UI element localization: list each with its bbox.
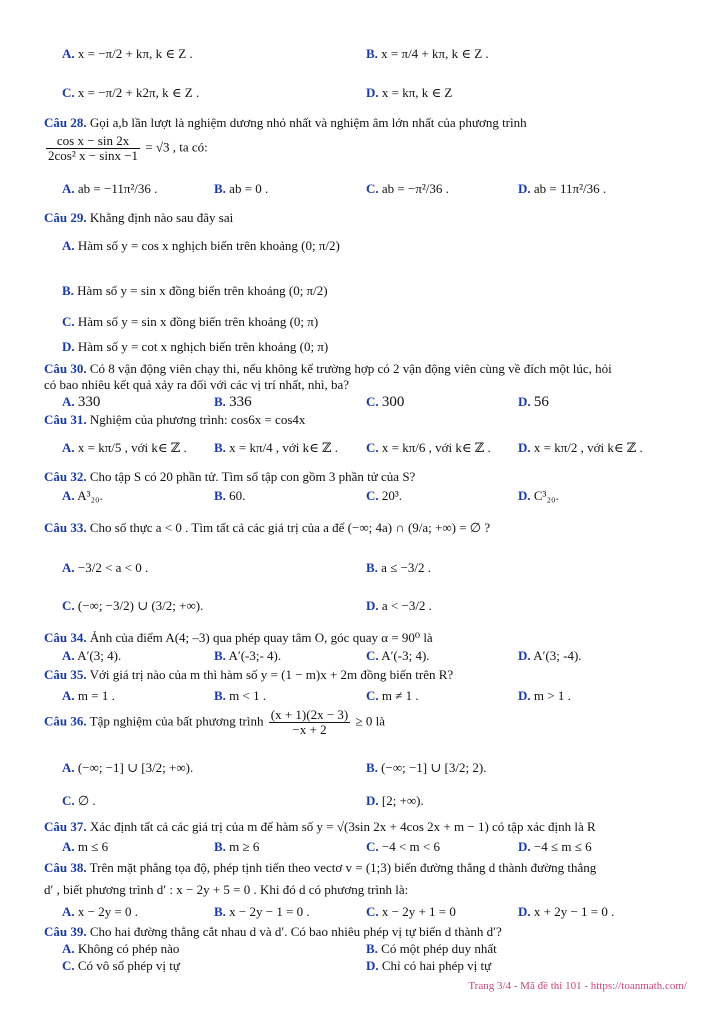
q27-option-c: C. x = −π/2 + k2π, k ∈ Z . (62, 85, 200, 100)
q29-option-d: D. Hàm số y = cot x nghịch biến trên khoảng (0; π) (62, 339, 329, 354)
q35-option-b: B. m < 1 . (214, 688, 267, 703)
q39-option-c: C. Có vô số phép vị tự (62, 958, 180, 973)
q38-option-a: A. x − 2y = 0 . (62, 904, 139, 919)
q32-option-d: D. C³₂₀. (518, 488, 559, 503)
q33-option-d: D. a < −3/2 . (366, 598, 432, 613)
q33-stem: Câu 33. Cho số thực a < 0 . Tìm tất cả các giá trị của a để (−∞; 4a) ∩ (9/a; +∞) = ∅ ? (44, 520, 491, 535)
q32-option-a: A. A³₂₀. (62, 488, 103, 503)
q37-option-b: B. m ≥ 6 (214, 839, 260, 854)
q30-stem-line1: Câu 30. Có 8 vận động viên chạy thi, nếu không kể trường hợp có 2 vận động viên cùng về đích một lúc, hỏi (44, 361, 612, 376)
q28-option-d: D. ab = 11π²/36 . (518, 181, 607, 196)
q28-stem: Câu 28. Gọi a,b lần lượt là nghiệm dương nhỏ nhất và nghiệm âm lớn nhất của phương trình (44, 115, 527, 130)
q34-option-c: C. A′(-3; 4). (366, 648, 430, 663)
q27-option-d: D. x = kπ, k ∈ Z (366, 85, 453, 100)
q27-option-b: B. x = π/4 + kπ, k ∈ Z . (366, 46, 489, 61)
q38-option-b: B. x − 2y − 1 = 0 . (214, 904, 310, 919)
q29-option-b: B. Hàm số y = sin x đồng biến trên khoảng (0; π/2) (62, 283, 328, 298)
q38-option-d: D. x + 2y − 1 = 0 . (518, 904, 615, 919)
q39-option-b: B. Có một phép duy nhất (366, 941, 497, 956)
q38-stem-line2: d′ , biết phương trình d′ : x − 2y + 5 = 0 . Khi đó d có phương trình là: (44, 882, 409, 897)
q34-stem: Câu 34. Ảnh của điểm A(4; –3) qua phép quay tâm O, góc quay α = 90⁰ là (44, 630, 433, 645)
q36-stem: Câu 36. Tập nghiệm của bất phương trình $\frac{(x + 1)(2x - 3)}{-x + 2}$ ≥ 0 là (44, 707, 386, 737)
q36-option-a: A. (−∞; −1] ∪ [3/2; +∞). (62, 760, 194, 775)
q37-option-a: A. m ≤ 6 (62, 839, 109, 854)
q35-option-d: D. m > 1 . (518, 688, 571, 703)
q29-option-c: C. Hàm số y = sin x đồng biến trên khoảng (0; π) (62, 314, 319, 329)
q37-stem: Câu 37. Xác định tất cả các giá trị của m để hàm số y = √(3sin 2x + 4cos 2x + m − 1) có tập xác định là R (44, 819, 596, 834)
q28-option-a: A. ab = −11π²/36 . (62, 181, 158, 196)
q35-stem: Câu 35. Với giá trị nào của m thì hàm số y = (1 − m)x + 2m đồng biến trên R? (44, 667, 454, 682)
q31-option-d: D. x = kπ/2 , với k∈ ℤ . (518, 440, 643, 455)
q36-option-b: B. (−∞; −1] ∪ [3/2; 2). (366, 760, 487, 775)
q37-option-d: D. −4 ≤ m ≤ 6 (518, 839, 592, 854)
q39-option-d: D. Chỉ có hai phép vị tự (366, 958, 492, 973)
q30-option-a: A. 330 (62, 394, 101, 410)
q28-option-b: B. ab = 0 . (214, 181, 269, 196)
q30-option-b: B. 336 (214, 394, 252, 410)
q29-stem: Câu 29. Khẳng định nào sau đây sai (44, 210, 234, 225)
q28-equation: $\frac{\text{cos x − sin 2x}}{\text{2cos² x − sinx −1}}$ = √3 , ta có: (48, 133, 208, 163)
q35-option-a: A. m = 1 . (62, 688, 115, 703)
q30-option-d: D. 56 (518, 394, 549, 410)
q33-option-b: B. a ≤ −3/2 . (366, 560, 432, 575)
q39-stem: Câu 39. Cho hai đường thẳng cắt nhau d và d′. Có bao nhiêu phép vị tự biến d thành d′? (44, 924, 502, 939)
q34-option-a: A. A′(3; 4). (62, 648, 122, 663)
q36-option-d: D. [2; +∞). (366, 793, 424, 808)
q31-stem: Câu 31. Nghiệm của phương trình: cos6x = cos4x (44, 412, 306, 427)
q27-option-a: A. x = −π/2 + kπ, k ∈ Z . (62, 46, 193, 61)
q34-option-b: B. A′(-3;- 4). (214, 648, 282, 663)
q35-option-c: C. m ≠ 1 . (366, 688, 419, 703)
q37-option-c: C. −4 < m < 6 (366, 839, 440, 854)
q34-option-d: D. A′(3; -4). (518, 648, 582, 663)
q39-option-a: A. Không có phép nào (62, 941, 180, 956)
q33-option-c: C. (−∞; −3/2) ∪ (3/2; +∞). (62, 598, 204, 613)
q31-option-a: A. x = kπ/5 , với k∈ ℤ . (62, 440, 187, 455)
q31-option-c: C. x = kπ/6 , với k∈ ℤ . (366, 440, 491, 455)
page-footer: Trang 3/4 - Mã đề thi 101 - https://toanmath.com/ (468, 980, 687, 992)
q29-option-a: A. Hàm số y = cos x nghịch biến trên khoảng (0; π/2) (62, 238, 340, 253)
q30-option-c: C. 300 (366, 394, 405, 410)
q30-stem-line2: có bao nhiêu kết quả xảy ra đối với các vị trí nhất, nhì, ba? (44, 377, 350, 392)
q36-option-c: C. ∅ . (62, 793, 96, 808)
q38-stem-line1: Câu 38. Trên mặt phẳng tọa độ, phép tịnh tiến theo vectơ v = (1;3) biến đường thẳng d thành đường thẳng (44, 860, 597, 875)
q31-option-b: B. x = kπ/4 , với k∈ ℤ . (214, 440, 339, 455)
q32-option-b: B. 60. (214, 488, 246, 503)
q33-option-a: A. −3/2 < a < 0 . (62, 560, 149, 575)
q28-option-c: C. ab = −π²/36 . (366, 181, 449, 196)
q32-stem: Câu 32. Cho tập S có 20 phần tử. Tìm số tập con gồm 3 phần tử của S? (44, 469, 416, 484)
q38-option-c: C. x − 2y + 1 = 0 (366, 904, 456, 919)
q32-option-c: C. 20³. (366, 488, 403, 503)
